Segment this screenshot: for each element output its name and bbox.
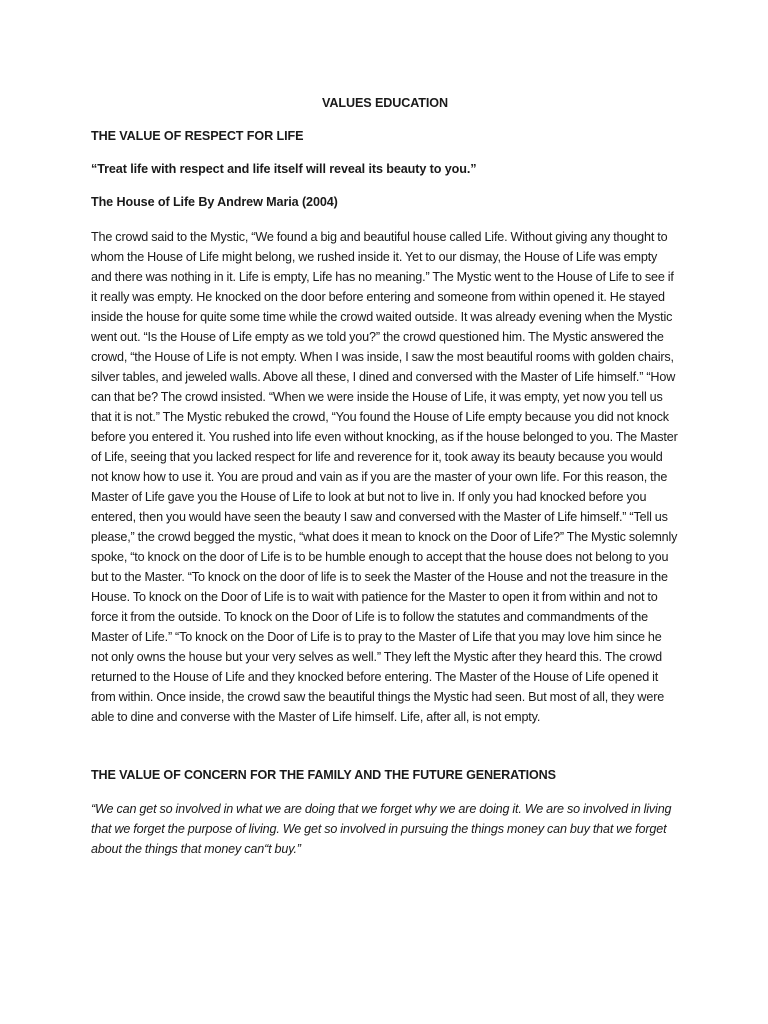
- story-byline: The House of Life By Andrew Maria (2004): [91, 195, 338, 209]
- section-quote: “Treat life with respect and life itself will reveal its beauty to you.”: [91, 162, 477, 176]
- section-italic-quote: “We can get so involved in what we are doing that we forget why we are doing it. We are so involved in living that we forget the purpose of living. We get so involved in pursuing the things money can buy that we forget about the things that money can“t buy.”: [91, 802, 672, 856]
- document-page: [91, 95, 679, 859]
- story-body-paragraph: The crowd said to the Mystic, “We found a big and beautiful house called Life. Without giving any thought to whom the House of Life might belong, we rushed inside it. Yet to our dismay, the House of Life was empty and there was nothing in it. Life is empty, Life has no meaning.” The Mystic went to the House of Life to see if it really was empty. He knocked on the door before entering and someone from within opened it. He stayed inside the house for quite some time while the crowd waited outside. It was already evening when the Mystic went out. “Is the House of Life empty as we told you?” the crowd questioned him. The Mystic answered the crowd, “the House of Life is not empty. When I was inside, I saw the most beautiful rooms with golden chairs, silver tables, and jeweled walls. Above all these, I dined and conversed with the Master of Life himself.” “How can that be? The crowd insisted. “When we were inside the House of Life, it was empty, yet now you tell us that it is not.” The Mystic rebuked the crowd, “You found the House of Life empty because you did not knock before you entered it. You rushed into life even without knocking, as if the house belonged to you. The Master of Life, seeing that you lacked respect for life and reverence for it, took away its beauty because you would not know how to use it. You are proud and vain as if you are the master of your own life. For this reason, the Master of Life gave you the House of Life to look at but not to live in. If only you had knocked before you entered, then you would have seen the beauty I saw and conversed with the Master of Life himself.” “Tell us please,” the crowd begged the mystic, “what does it mean to knock on the Door of Life?” The Mystic solemnly spoke, “to knock on the door of Life is to be humble enough to accept that the house does not belong to you but to the Master. “To knock on the door of life is to seek the Master of the House and not the treasure in the House. To knock on the Door of Life is to wait with patience for the Master to open it from within and not to force it from the outside. To knock on the Door of Life is to follow the statutes and commandments of the Master of Life.” “To knock on the Door of Life is to pray to the Master of Life that you may love him since he not only owns the house but your very selves as well.” They left the Mystic after they heard this. The crowd returned to the House of Life and they knocked before entering. The Master of the House of Life opened it from within. Once inside, the crowd saw the beautiful things the Mystic had seen. But most of all, they were able to dine and converse with the Master of Life himself. Life, after all, is not empty.: [91, 230, 678, 724]
- section-heading-family-concern: THE VALUE OF CONCERN FOR THE FAMILY AND THE FUTURE GENERATIONS: [91, 768, 556, 782]
- section-spacer: [91, 727, 679, 767]
- section-heading-respect-for-life: THE VALUE OF RESPECT FOR LIFE: [91, 129, 304, 143]
- document-title: VALUES EDUCATION: [322, 96, 448, 110]
